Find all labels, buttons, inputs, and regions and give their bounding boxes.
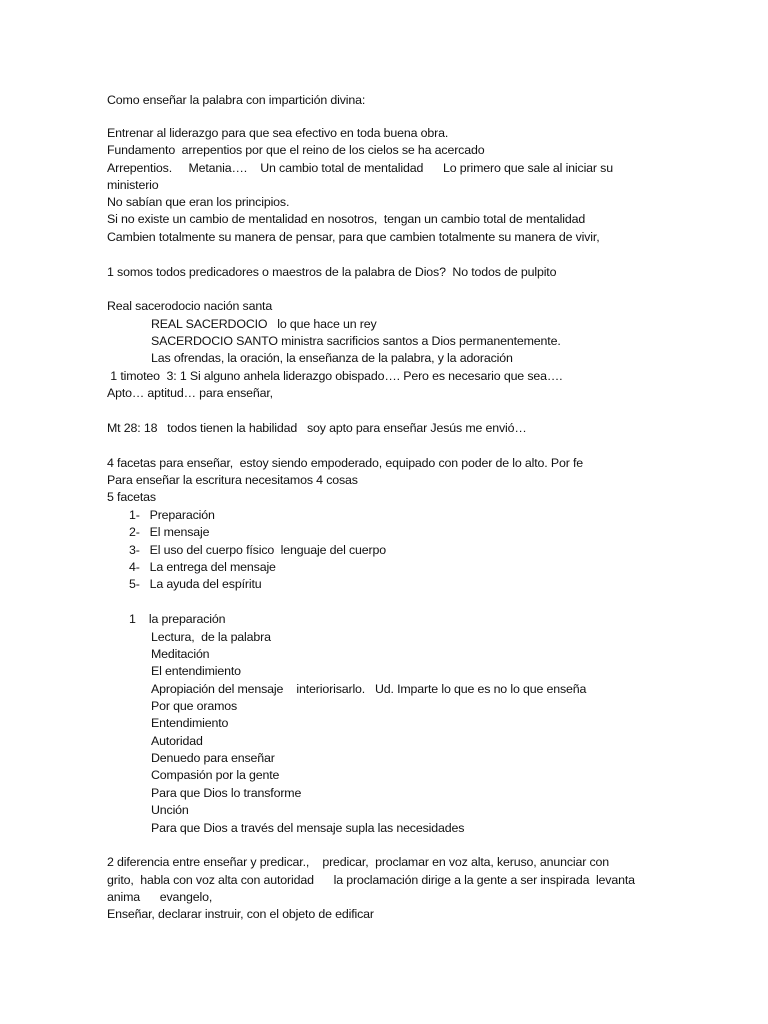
facet-list-item: 4- La entrega del mensaje: [129, 560, 276, 574]
intro-line: ministerio: [107, 178, 159, 192]
preparation-item: Autoridad: [151, 734, 203, 748]
difference-line: 2 diferencia entre enseñar y predicar., predicar, proclamar en voz alta, keruso, anunciar con: [107, 855, 610, 869]
priesthood-line: SACERDOCIO SANTO ministra sacrificios santos a Dios permanentemente.: [151, 334, 561, 348]
intro-line: Si no existe un cambio de mentalidad en nosotros, tengan un cambio total de mentalidad: [107, 212, 586, 226]
preparation-item: Para que Dios lo transforme: [151, 786, 302, 800]
preparation-item: Apropiación del mensaje interiorisarlo. Ud. Imparte lo que es no lo que enseña: [151, 682, 587, 696]
facets-line: 4 facetas para enseñar, estoy siendo empoderado, equipado con poder de lo alto. Por fe: [107, 456, 584, 470]
difference-line: Enseñar, declarar instruir, con el objeto de edificar: [107, 907, 374, 921]
preparation-item: Lectura, de la palabra: [151, 630, 271, 644]
priesthood-line: REAL SACERDOCIO lo que hace un rey: [151, 317, 377, 331]
facets-line: 5 facetas: [107, 490, 156, 504]
preparation-item: Compasión por la gente: [151, 768, 280, 782]
difference-line: anima evangelo,: [107, 890, 213, 904]
facet-list-item: 3- El uso del cuerpo físico lenguaje del cuerpo: [129, 543, 386, 557]
facets-line: Para enseñar la escritura necesitamos 4 cosas: [107, 473, 358, 487]
intro-line: Fundamento arrepentios por que el reino de los cielos se ha acercado: [107, 143, 485, 157]
question-line: 1 somos todos predicadores o maestros de la palabra de Dios? No todos de pulpito: [107, 265, 557, 279]
facet-list-item: 1- Preparación: [129, 508, 215, 522]
preparation-heading: 1 la preparación: [129, 612, 226, 626]
preparation-item: Por que oramos: [151, 699, 238, 713]
preparation-item: Meditación: [151, 647, 210, 661]
document-title: Como enseñar la palabra con impartición divina:: [107, 93, 366, 107]
preparation-item: Para que Dios a través del mensaje supla las necesidades: [151, 821, 465, 835]
facet-list-item: 5- La ayuda del espíritu: [129, 577, 262, 591]
preparation-item: Denuedo para enseñar: [151, 751, 275, 765]
preparation-item: Entendimiento: [151, 716, 229, 730]
intro-line: Entrenar al liderazgo para que sea efectivo en toda buena obra.: [107, 126, 449, 140]
preparation-item: Unción: [151, 803, 189, 817]
priesthood-line: Las ofrendas, la oración, la enseñanza de la palabra, y la adoración: [151, 351, 513, 365]
difference-line: grito, habla con voz alta con autoridad la proclamación dirige a la gente a ser inspirada levanta: [107, 873, 635, 887]
intro-line: Cambien totalmente su manera de pensar, para que cambien totalmente su manera de vivir,: [107, 230, 600, 244]
preparation-item: El entendimiento: [151, 664, 241, 678]
priesthood-line: Real sacerodocio nación santa: [107, 299, 273, 313]
priesthood-line: Apto… aptitud… para enseñar,: [107, 386, 273, 400]
intro-line: No sabían que eran los principios.: [107, 195, 290, 209]
priesthood-line: 1 timoteo 3: 1 Si alguno anhela liderazgo obispado…. Pero es necesario que sea….: [107, 369, 563, 383]
matthew-line: Mt 28: 18 todos tienen la habilidad soy apto para enseñar Jesús me envió…: [107, 421, 527, 435]
facet-list-item: 2- El mensaje: [129, 525, 210, 539]
intro-line: Arrepentios. Metania…. Un cambio total de mentalidad Lo primero que sale al iniciar su: [107, 161, 613, 175]
